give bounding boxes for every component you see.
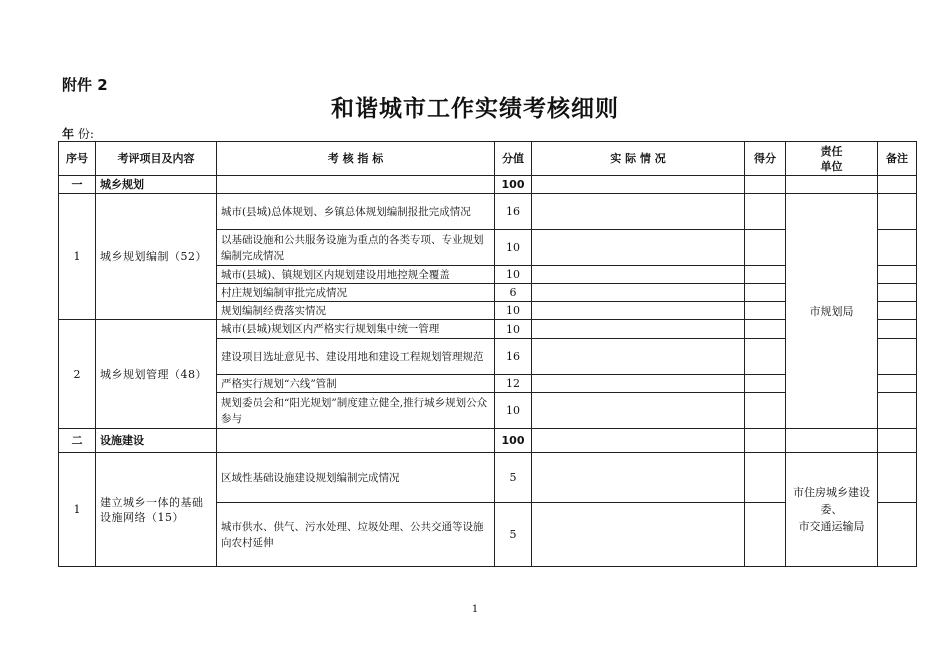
row-seq: 2 — [59, 320, 96, 429]
row-indicator: 城市供水、供气、污水处理、垃圾处理、公共交通等设施向农村延伸 — [217, 503, 495, 567]
actual-cell — [532, 284, 745, 302]
empty-cell — [878, 429, 917, 453]
row-item: 城乡规划管理（48） — [96, 320, 217, 429]
note-cell — [878, 194, 917, 230]
row-indicator: 规划委员会和“阳光规划”制度建立健全,推行城乡规划公众参与 — [217, 393, 495, 429]
header-note: 备注 — [878, 142, 917, 176]
empty-cell — [745, 429, 786, 453]
header-seq: 序号 — [59, 142, 96, 176]
got-cell — [745, 284, 786, 302]
row-score: 5 — [495, 503, 532, 567]
row-item: 城乡规划编制（52） — [96, 194, 217, 320]
row-indicator: 规划编制经费落实情况 — [217, 302, 495, 320]
table-row — [59, 194, 917, 230]
row-item: 建立城乡一体的基础设施网络（15） — [96, 453, 217, 567]
got-cell — [745, 375, 786, 393]
actual-cell — [532, 453, 745, 503]
empty-cell — [786, 429, 878, 453]
empty-cell — [217, 176, 495, 194]
row-score: 5 — [495, 453, 532, 503]
note-cell — [878, 302, 917, 320]
row-score: 10 — [495, 230, 532, 266]
got-cell — [745, 393, 786, 429]
section-num: 二 — [59, 429, 96, 453]
row-indicator: 城市(县城)、镇规划区内规划建设用地控规全覆盖 — [217, 266, 495, 284]
row-indicator: 村庄规划编制审批完成情况 — [217, 284, 495, 302]
got-cell — [745, 339, 786, 375]
got-cell — [745, 320, 786, 339]
actual-cell — [532, 320, 745, 339]
year-suffix: 份: — [77, 127, 94, 141]
actual-cell — [532, 230, 745, 266]
empty-cell — [786, 176, 878, 194]
row-indicator: 严格实行规划“六线”管制 — [217, 375, 495, 393]
section-score: 100 — [495, 429, 532, 453]
row-seq: 1 — [59, 453, 96, 567]
row-score: 10 — [495, 302, 532, 320]
header-got: 得分 — [745, 142, 786, 176]
empty-cell — [745, 176, 786, 194]
section-name: 设施建设 — [96, 429, 217, 453]
section-num: 一 — [59, 176, 96, 194]
note-cell — [878, 393, 917, 429]
section-score: 100 — [495, 176, 532, 194]
got-cell — [745, 266, 786, 284]
actual-cell — [532, 393, 745, 429]
row-score: 10 — [495, 393, 532, 429]
header-score: 分值 — [495, 142, 532, 176]
responsible-unit: 市规划局 — [786, 194, 878, 429]
header-indicator: 考 核 指 标 — [217, 142, 495, 176]
year-line — [62, 125, 94, 142]
got-cell — [745, 503, 786, 567]
note-cell — [878, 230, 917, 266]
got-cell — [745, 194, 786, 230]
actual-cell — [532, 375, 745, 393]
attachment-label: 附件 2 — [62, 76, 108, 94]
header-row — [59, 142, 917, 176]
got-cell — [745, 453, 786, 503]
note-cell — [878, 320, 917, 339]
document-title: 和谐城市工作实绩考核细则 — [331, 95, 619, 122]
got-cell — [745, 230, 786, 266]
year-label: 年 — [62, 127, 75, 141]
actual-cell — [532, 339, 745, 375]
header-actual: 实 际 情 况 — [532, 142, 745, 176]
row-score: 10 — [495, 266, 532, 284]
note-cell — [878, 339, 917, 375]
empty-cell — [217, 429, 495, 453]
assessment-table — [58, 141, 917, 567]
row-score: 12 — [495, 375, 532, 393]
got-cell — [745, 302, 786, 320]
header-item: 考评项目及内容 — [96, 142, 217, 176]
row-indicator: 建设项目选址意见书、建设用地和建设工程规划管理规范 — [217, 339, 495, 375]
row-seq: 1 — [59, 194, 96, 320]
actual-cell — [532, 194, 745, 230]
row-score: 10 — [495, 320, 532, 339]
page-number: 1 — [471, 604, 479, 615]
empty-cell — [532, 176, 745, 194]
row-indicator: 城市(县城)总体规划、乡镇总体规划编制报批完成情况 — [217, 194, 495, 230]
row-score: 16 — [495, 339, 532, 375]
note-cell — [878, 375, 917, 393]
section-row — [59, 176, 917, 194]
actual-cell — [532, 302, 745, 320]
note-cell — [878, 284, 917, 302]
responsible-unit: 市住房城乡建设委、 市交通运输局 — [786, 453, 878, 567]
section-name: 城乡规划 — [96, 176, 217, 194]
row-indicator: 区域性基础设施建设规划编制完成情况 — [217, 453, 495, 503]
row-indicator: 以基础设施和公共服务设施为重点的各类专项、专业规划编制完成情况 — [217, 230, 495, 266]
note-cell — [878, 503, 917, 567]
row-indicator: 城市(县城)规划区内严格实行规划集中统一管理 — [217, 320, 495, 339]
empty-cell — [532, 429, 745, 453]
row-score: 6 — [495, 284, 532, 302]
note-cell — [878, 266, 917, 284]
actual-cell — [532, 503, 745, 567]
row-score: 16 — [495, 194, 532, 230]
empty-cell — [878, 176, 917, 194]
section-row — [59, 429, 917, 453]
header-unit: 责任 单位 — [786, 142, 878, 176]
actual-cell — [532, 266, 745, 284]
note-cell — [878, 453, 917, 503]
table-row — [59, 453, 917, 503]
